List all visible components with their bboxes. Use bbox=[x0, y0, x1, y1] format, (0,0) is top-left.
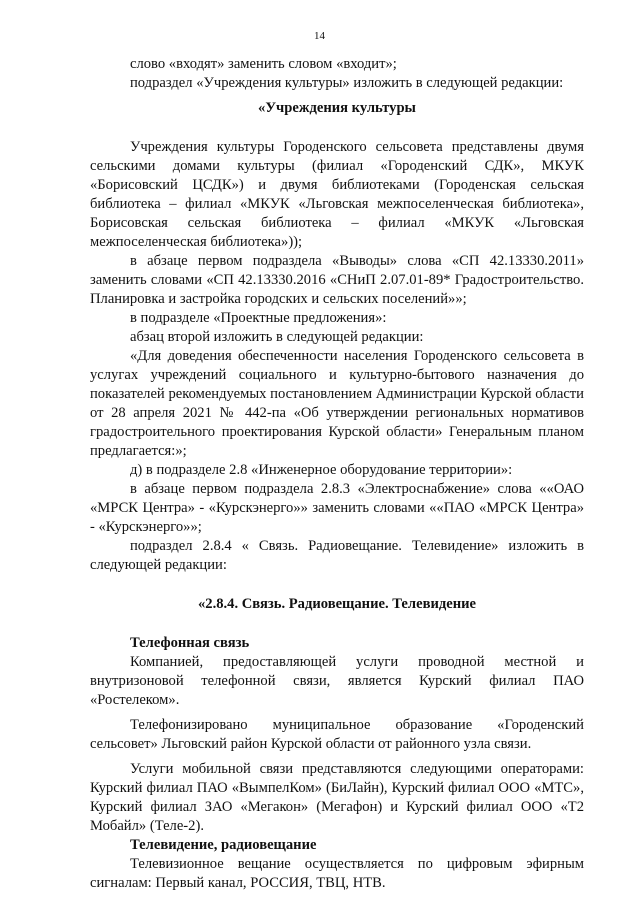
paragraph: в подразделе «Проектные предложения»: bbox=[130, 310, 387, 326]
paragraph: подраздел 2.8.4 « Связь. Радиовещание. Телевидение» изложить в следующей редакции: bbox=[90, 538, 584, 573]
paragraph: абзац второй изложить в следующей редакции: bbox=[130, 329, 424, 345]
paragraph: Учреждения культуры Городенского сельсовета представлены двумя сельскими домами культуры (филиал «Городенский СДК», МКУК «Борисовский ЦСДК») и двумя библиотеками (Городенская сельская библиотека – филиал «МКУК «Льговская межпоселенческая библиотека», Борисовская сельская библиотека – филиал «МКУК «Льговская межпоселенческая библиотека»)); bbox=[90, 139, 584, 250]
subheading-telephone: Телефонная связь bbox=[130, 635, 250, 651]
paragraph: слово «входят» заменить словом «входит»; bbox=[130, 56, 397, 72]
document-body bbox=[90, 55, 584, 893]
section-heading-communications: «2.8.4. Связь. Радиовещание. Телевидение bbox=[197, 596, 477, 612]
page-number: 14 bbox=[314, 30, 325, 42]
paragraph: Телевизионное вещание осуществляется по цифровым эфирным сигналам: Первый канал, РОССИЯ, ТВЦ, НТВ. bbox=[90, 856, 584, 891]
section-heading-culture: «Учреждения культуры bbox=[258, 100, 416, 116]
paragraph: в абзаце первом подраздела 2.8.3 «Электроснабжение» слова ««ОАО «МРСК Центра» - «Курскэнерго»» заменить словами ««ПАО «МРСК Центра» - «Курскэнерго»»; bbox=[90, 481, 584, 535]
paragraph: д) в подразделе 2.8 «Инженерное оборудование территории»: bbox=[130, 462, 513, 478]
paragraph: в абзаце первом подраздела «Выводы» слова «СП 42.13330.2011» заменить словами «СП 42.13330.2016 «СНиП 2.07.01-89* Градостроительство. Планировка и застройка городских и сельских поселений»»; bbox=[90, 253, 584, 307]
paragraph: Телефонизировано муниципальное образование «Городенский сельсовет» Льговский район Курской области от районного узла связи. bbox=[90, 717, 584, 752]
paragraph: Услуги мобильной связи представляются следующими операторами: Курский филиал ПАО «ВымпелКом» (БиЛайн), Курский филиал ООО «МТС», Курский филиал ЗАО «Мегакон» (Мегафон) и Курский филиал ООО «Т2 Мобайл» (Теле-2). bbox=[90, 761, 584, 834]
paragraph: «Для доведения обеспеченности населения Городенского сельсовета в услугах учреждений социального и культурно-бытового назначения до показателей рекомендуемых постановлением Администрации Курской области от 28 апреля 2021 № 442-па «Об утверждении региональных нормативов градостроительного проектирования Курской области» Генеральным планом предлагается:»; bbox=[90, 348, 584, 459]
subheading-television: Телевидение, радиовещание bbox=[130, 837, 317, 853]
paragraph: Компанией, предоставляющей услуги проводной местной и внутризоновой телефонной связи, является Курский филиал ПАО «Ростелеком». bbox=[90, 654, 584, 708]
paragraph: подраздел «Учреждения культуры» изложить в следующей редакции: bbox=[130, 75, 564, 91]
